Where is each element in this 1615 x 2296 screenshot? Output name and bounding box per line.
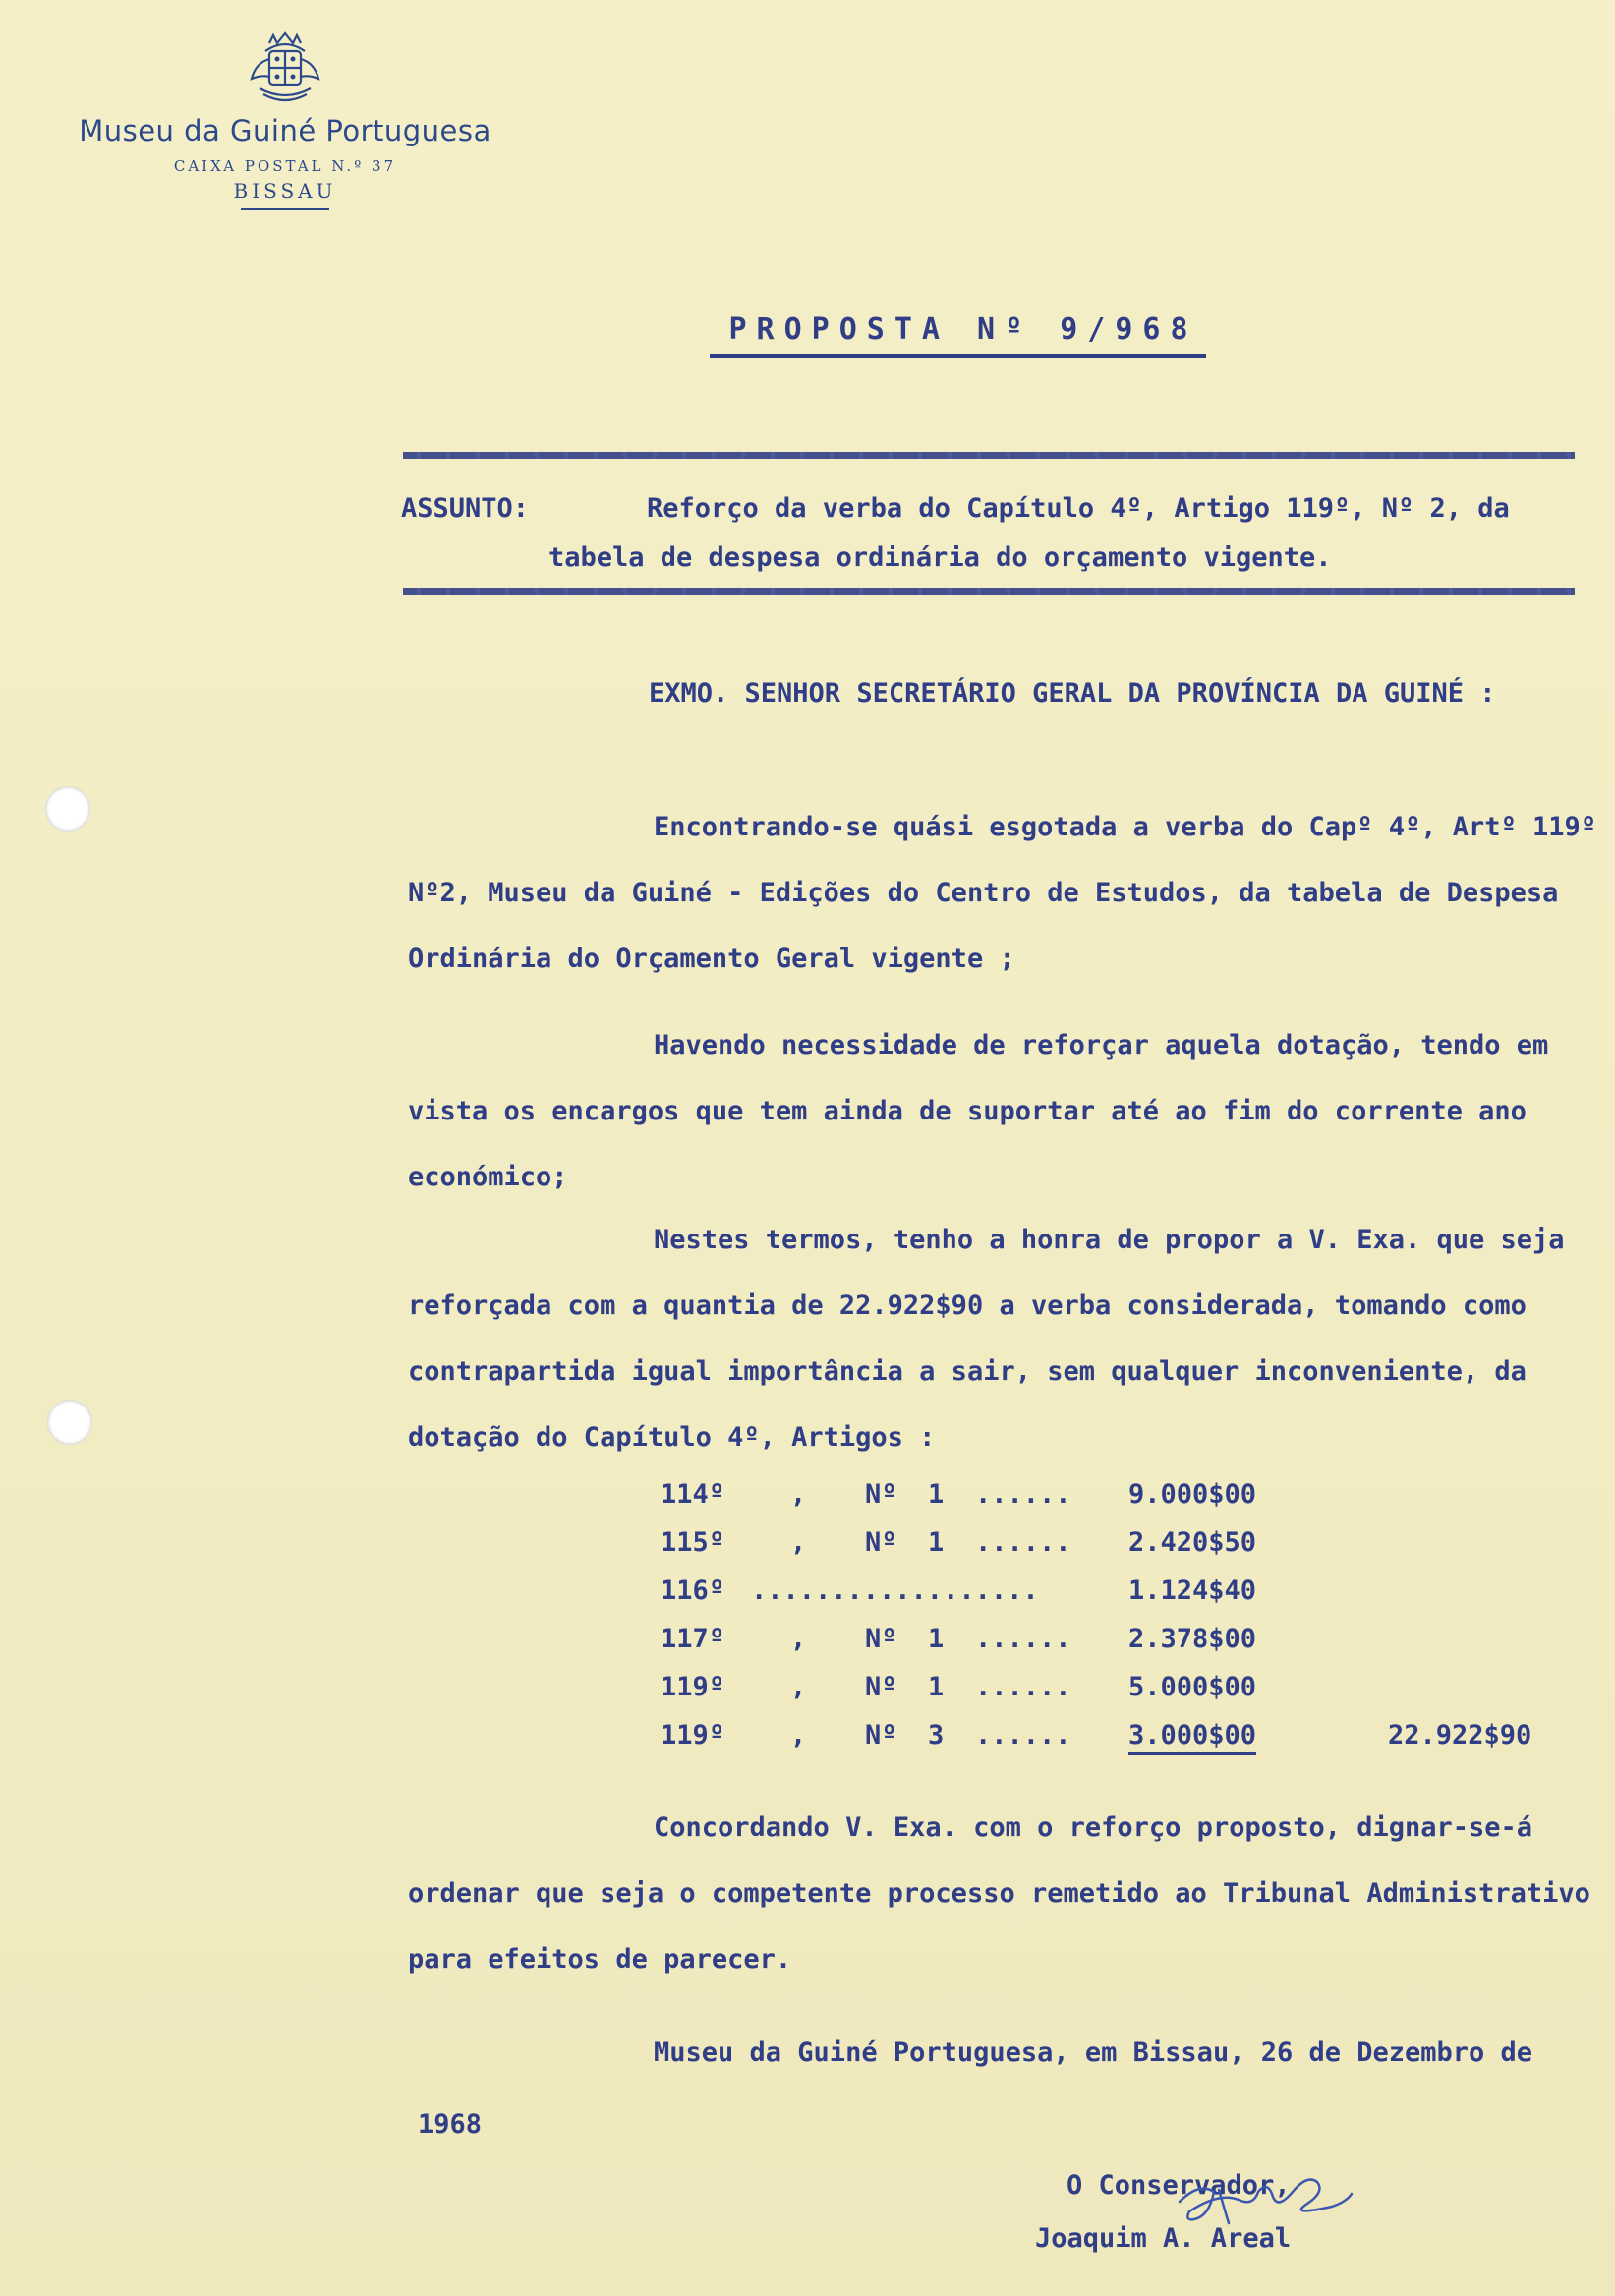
number-label: Nº xyxy=(865,1527,897,1558)
leader-dots: ...... xyxy=(975,1624,1071,1654)
paragraph-3-line-2: reforçada com a quantia de 22.922$90 a verba considerada, tomando como xyxy=(408,1291,1527,1321)
proposal-title: PROPOSTA Nº 9/968 xyxy=(728,313,1198,347)
closing-year: 1968 xyxy=(418,2109,483,2140)
punch-hole-top xyxy=(45,786,90,832)
subject-block xyxy=(401,485,1581,583)
item-number: 1 xyxy=(928,1624,945,1654)
separator: , xyxy=(790,1672,807,1702)
signatory-role: O Conservador, xyxy=(1067,2170,1291,2201)
total-amount: 22.922$90 xyxy=(1388,1720,1532,1751)
paragraph-1 xyxy=(408,794,1615,992)
subject-label: ASSUNTO: xyxy=(401,493,530,524)
amount: 3.000$00 xyxy=(1128,1720,1256,1755)
paragraph-2-line-2: vista os encargos que tem ainda de suportar até ao fim do corrente ano xyxy=(408,1096,1527,1126)
subject-bottom-rule xyxy=(403,588,1575,595)
leader-dots: ...... xyxy=(975,1527,1071,1558)
postal-box: CAIXA POSTAL N.º 37 xyxy=(173,157,397,175)
item-number: 1 xyxy=(928,1672,945,1702)
paragraph-1-line-2: Nº2, Museu da Guiné - Edições do Centro de Estudos, da tabela de Despesa xyxy=(408,878,1559,908)
amount: 2.378$00 xyxy=(1128,1624,1257,1654)
leader-dots: ...... xyxy=(975,1672,1071,1702)
closing-place-date: Museu da Guiné Portuguesa, em Bissau, 26 de Dezembro de xyxy=(654,2038,1533,2068)
article-number: 117º xyxy=(661,1624,725,1654)
amount: 2.420$50 xyxy=(1128,1527,1257,1558)
paragraph-3-line-3: contrapartida igual importância a sair, sem qualquer inconveniente, da xyxy=(408,1356,1527,1387)
museum-name: Museu da Guiné Portuguesa xyxy=(79,114,491,147)
item-number: 1 xyxy=(928,1527,945,1558)
punch-hole-bottom xyxy=(47,1400,92,1445)
paragraph-1-line-3: Ordinária do Orçamento Geral vigente ; xyxy=(408,944,1015,974)
letterhead-divider xyxy=(241,208,329,210)
letterhead xyxy=(59,29,511,210)
paragraph-3 xyxy=(408,1207,1615,1470)
item-number: 3 xyxy=(928,1720,945,1751)
article-number: 119º xyxy=(661,1720,725,1751)
leader-dots: ...... xyxy=(975,1720,1071,1751)
paragraph-3-line-1: Nestes termos, tenho a honra de propor a V. Exa. que seja xyxy=(654,1225,1565,1255)
paragraph-2-line-3: económico; xyxy=(408,1162,568,1192)
separator: , xyxy=(790,1624,807,1654)
leader-dots: .................. xyxy=(751,1576,1039,1606)
subject-top-rule xyxy=(403,452,1575,459)
paragraph-1-line-1: Encontrando-se quási esgotada a verba do Capº 4º, Artº 119º xyxy=(654,812,1597,842)
number-label: Nº xyxy=(865,1479,897,1510)
number-label: Nº xyxy=(865,1720,897,1751)
article-number: 115º xyxy=(661,1527,725,1558)
signatory-name: Joaquim A. Areal xyxy=(1035,2223,1292,2254)
amount: 9.000$00 xyxy=(1128,1479,1257,1510)
paragraph-2-line-1: Havendo necessidade de reforçar aquela dotação, tendo em xyxy=(654,1030,1549,1061)
title-underline xyxy=(710,354,1206,358)
paragraph-2 xyxy=(408,1012,1615,1210)
subject-line-1: Reforço da verba do Capítulo 4º, Artigo 119º, Nº 2, da xyxy=(647,493,1510,524)
handwritten-signature xyxy=(1160,2162,1356,2231)
paragraph-4-line-2: ordenar que seja o competente processo remetido ao Tribunal Administrativo xyxy=(408,1878,1590,1909)
city-name: BISSAU xyxy=(233,179,337,202)
leader-dots: ...... xyxy=(975,1479,1071,1510)
article-number: 114º xyxy=(661,1479,725,1510)
number-label: Nº xyxy=(865,1624,897,1654)
amount: 5.000$00 xyxy=(1128,1672,1257,1702)
separator: , xyxy=(790,1720,807,1751)
article-number: 119º xyxy=(661,1672,725,1702)
paragraph-4 xyxy=(408,1795,1615,1992)
number-label: Nº xyxy=(865,1672,897,1702)
separator: , xyxy=(790,1479,807,1510)
subject-line-2: tabela de despesa ordinária do orçamento vigente. xyxy=(548,543,1332,573)
paragraph-4-line-1: Concordando V. Exa. com o reforço proposto, dignar-se-á xyxy=(654,1812,1533,1843)
salutation: EXMO. SENHOR SECRETÁRIO GERAL DA PROVÍNCIA DA GUINÉ : xyxy=(649,678,1496,709)
amount: 1.124$40 xyxy=(1128,1576,1257,1606)
item-number: 1 xyxy=(928,1479,945,1510)
paragraph-4-line-3: para efeitos de parecer. xyxy=(408,1944,792,1975)
article-number: 116º xyxy=(661,1576,725,1606)
coat-of-arms-icon xyxy=(236,29,334,108)
paragraph-3-line-4: dotação do Capítulo 4º, Artigos : xyxy=(408,1422,936,1453)
separator: , xyxy=(790,1527,807,1558)
